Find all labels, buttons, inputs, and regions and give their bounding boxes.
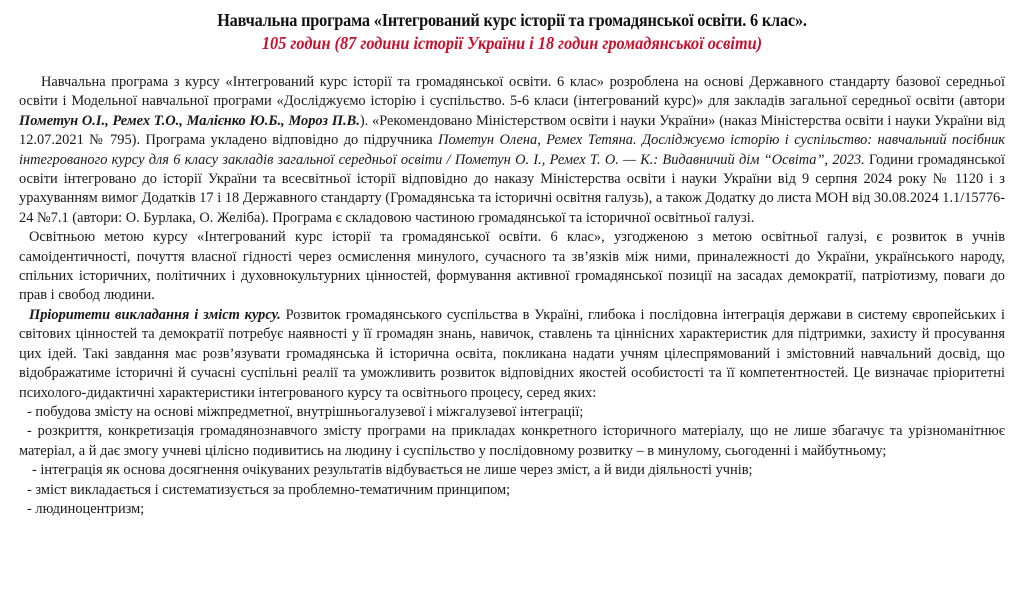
intro-text: Навчальна програма з курсу «Інтегрований курс історії та громадянської освіти. 6 клас» розроблена на основі Державного стандарту базової середньої освіти і Модельної навчальної програми «Досліджуємо історію і суспільство. 5-6 класи (інтегрований курс)» для закладів загальної середньої освіти (автори (19, 74, 1005, 110)
paragraph-goal: Освітньою метою курсу «Інтегрований курс історії та громадянської освіти. 6 клас», узгодженою з метою освітньої галузі, є розвиток в учнів самоідентичності, почуття власної гідності через осмислення минулого, сучасного та зв’язків між ними, приналежності до України, українського народу, спільних історичних, політичних і духовнокультурних цінностей, формування активної громадянської позиції на засадах демократії, патріотизму, поваги до прав і свобод людини. (19, 229, 1005, 304)
textbook-citation: Пометун Олена, Ремех Тетяна. Досліджуємо історію і суспільство: навчальний посібник інтегрованого курсу для 6 класу закладів загальної середньої освіти / Пометун О. І., Ремех Т. О. — К.: Видавничий дім “Освіта”, 2023. (19, 132, 1005, 168)
list-item: - розкриття, конкретизація громадянознавчого змісту програми на прикладах конкретного історичного матеріалу, що не лише збагачує та урізноманітнює матеріал, а й дає змогу учневі цілісно подивитись на людину і суспільство у послідовному розвитку – в минулому, сьогоденні і майбутньому; (19, 423, 1005, 459)
list-item: - побудова змісту на основі міжпредметної, внутрішньогалузевої і міжгалузевої інтеграції; (27, 403, 584, 420)
paragraph-priorities (19, 306, 1005, 403)
document-body (19, 73, 1005, 519)
document-subtitle: 105 годин (87 години історії України і 18 годин громадянської освіти) (261, 33, 763, 53)
priorities-heading: Пріоритети викладання і зміст курсу. (29, 306, 281, 323)
paragraph-intro (19, 73, 1005, 228)
priorities-text: Розвиток громадянського суспільства в Україні, глибока і послідовна інтеграція держави в систему європейських і світових цінностей та демократії потребує наявності у її громадян знань, навичок, ставлень та ціннісних характеристик для підтримки, захисту й просування цих ідей. Такі завдання має розв’язувати громадянська й історична освіта, покликана надати учням цілеспрямований і змістовний навчальний досвід, що відображатиме історичні й сучасні суспільні реалії та уможливить розвиток відповідних якостей особистості та її компетентностей. Це визначає пріоритетні психолого-дидактичні характеристики інтегрованого курсу та освітнього процесу, серед яких: (19, 306, 1006, 401)
intro-text-end: Години громадянської освіти інтегровано до історії України та всесвітньої історії відповідно до наказу Міністерства освіти і науки України від 9 серпня 2024 року № 1120 і з урахуванням вимог Додатків 17 і 18 Державного стандарту (Громадянська та історичні освітня галузь), а також Додатку до листа МОН від 30.08.2024 1.1/15776-24 №7.1 (автори: О. Бурлака, О. Желіба). Програма є складовою частиною громадянської та історичної освітньої галузі. (19, 151, 1006, 226)
authors-list: Пометун О.І., Ремех Т.О., Малієнко Ю.Б., Мороз П.В. (19, 112, 360, 129)
intro-text-continued: ). «Рекомендовано Міністерством освіти і науки України» (наказ Міністерства освіти і науки України від 12.07.2021 № 795). Програма укладено відповідно до підручника (19, 112, 1005, 149)
list-item: - людиноцентризм; (27, 500, 145, 517)
list-item: - інтеграція як основа досягнення очікуваних результатів відбувається не лише через зміст, а й види діяльності учнів; (32, 462, 753, 479)
list-item: - зміст викладається і систематизується за проблемно-тематичним принципом; (27, 481, 511, 498)
document-title: Навчальна програма «Інтегрований курс історії та громадянської освіти. 6 клас». (217, 10, 807, 30)
